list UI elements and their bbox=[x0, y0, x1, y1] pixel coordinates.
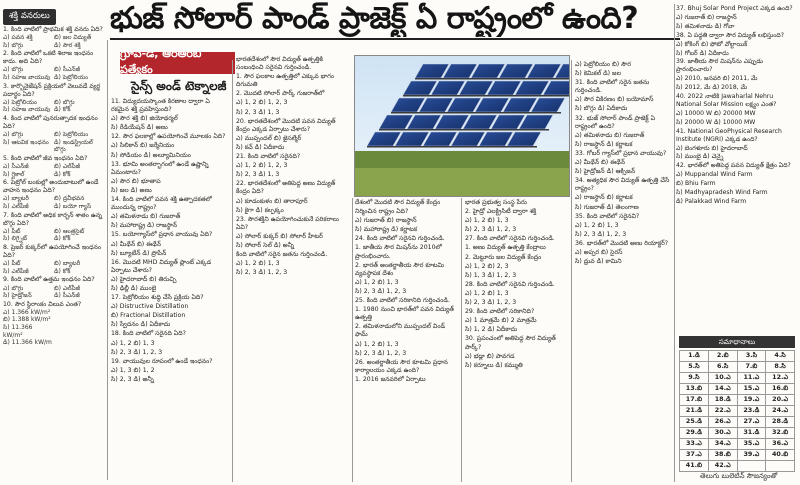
text-line: ఎ) Muppandal Wind Farm bbox=[676, 171, 753, 179]
text-line: సి) 2, 3 డి) 1, 2, 3 bbox=[575, 230, 627, 238]
text-line: బి) Fractional Distillation bbox=[111, 312, 186, 320]
text-line: సి) 2, 3 డి) 1, 2, 3 bbox=[465, 226, 517, 234]
question-text: 5. కింది వాటిలో జీవ ఇంధనం ఏది? bbox=[3, 155, 88, 162]
answer-cell: 32.బి bbox=[766, 428, 795, 439]
text-line: సి) మహారాష్ట్ర డి) రాజస్థాన్ bbox=[111, 222, 177, 230]
answer-option: ఎ) పీట్ bbox=[3, 260, 21, 268]
answer-cell: 5.సి bbox=[680, 362, 709, 373]
text-line: 42. భారత్‌లో అతిపెద్ద పవన విద్యుత్ క్షేత్రం ఏది? bbox=[676, 162, 791, 170]
text-line: సి) 2, 3 డి) 1, 2, 3 bbox=[236, 269, 288, 277]
text-line: ఎ) 1 మాత్రమే బి) 2 మాత్రమే bbox=[465, 317, 537, 325]
solar-panels-image bbox=[354, 55, 570, 197]
answer-cell: 38.బి bbox=[708, 450, 737, 461]
answer-options bbox=[3, 309, 105, 347]
panel-frame bbox=[391, 112, 561, 114]
column-divider bbox=[461, 198, 462, 482]
text-line: ఎ) సౌర బి) భూతాప bbox=[111, 177, 161, 185]
answer-option: బి) ద్రవీభవన bbox=[54, 195, 85, 203]
answer-options bbox=[3, 260, 105, 275]
answer-options bbox=[3, 66, 105, 81]
text-line: 19. వాయువుల రూపంలో ఉండే ఇంధనం? bbox=[111, 357, 213, 365]
left-question-column bbox=[3, 3, 105, 483]
text-line: 27. కింది వాటిలో సరైనవి గుర్తించండి. bbox=[465, 235, 555, 243]
text-line: సి) మహారాష్ట్ర డి) కర్ణాటక bbox=[355, 226, 418, 234]
answer-cell: 25.డి bbox=[680, 417, 709, 428]
question-text: 7. కింది వాటిలో అధిక కార్బన్ శాతం ఉన్న బొగ్గు ఏది? bbox=[3, 211, 102, 227]
answer-option: డి) సౌర శక్తి bbox=[54, 41, 81, 49]
text-line: 33. గోబర్ గ్యాస్‌లో ప్రధాన వాయువు? bbox=[575, 149, 667, 157]
answer-cell: 35.ఎ bbox=[737, 439, 766, 450]
answer-cell: 26.ఎ bbox=[708, 417, 737, 428]
text-line: 36. భారత్‌లో మొదటి అణు రియాక్టర్? bbox=[575, 239, 669, 247]
text-line: ఎ) Distructive Distillation bbox=[111, 303, 189, 311]
text-line: 22. భారతదేశంలో అతిపెద్ద అణు విద్యుత్ కేంద్రం ఏది? bbox=[236, 180, 336, 196]
text-line: 40. 2022 నాటికి Jawaharlal Nehru National Solar Mission లక్ష్యం ఎంత? bbox=[676, 93, 777, 108]
text-line: 14. కింది వాటిలో పవన శక్తి ఉత్పాదకతలో ముందున్న రాష్ట్రం? bbox=[111, 196, 212, 212]
text-line: ఎ) సౌర శక్తి బి) జియోథర్మల్ bbox=[111, 115, 178, 123]
text-line: 18. కింది వాటిలో సరైనది ఏది? bbox=[111, 330, 186, 338]
answer-option: బి) ఆంత్రసైట్ bbox=[54, 227, 85, 235]
text-line: భారతదేశంలో సౌర విద్యుత్ ఉత్పత్తికి సంబంధించి సరైనవి గుర్తించండి. bbox=[236, 56, 323, 72]
text-line: నిర్మించిన రాష్ట్రం ఏది? bbox=[355, 208, 409, 216]
question-text: 10. సౌర స్థిరాంకం విలువ ఎంత? bbox=[3, 300, 82, 308]
answers-row bbox=[680, 428, 795, 439]
middle-column-5 bbox=[575, 60, 673, 482]
question-text: 2. కింది వాటిలో ఒకటి శిలాజ ఇంధనం కాదు. అది ఏది? bbox=[3, 50, 94, 66]
text-line: 39. జాతీయ సౌర మిషన్‌ను ఎప్పుడు ప్రారంభించారు? bbox=[676, 58, 763, 74]
answers-row bbox=[680, 351, 795, 362]
text-line: 28. కింది వాటిలో సరైనవి గుర్తించండి. bbox=[465, 280, 555, 288]
answer-cell: 30.ఎ bbox=[708, 428, 737, 439]
text-line: 2. హైడ్రో ఎలక్ట్రిసిటీ ద్వారా శక్తి bbox=[465, 208, 537, 216]
text-line: 2. తమిళనాడులోని ముప్పందల్ విండ్ ఫామ్ bbox=[355, 323, 446, 339]
answer-cell: 41.బి bbox=[680, 461, 709, 472]
text-line: సి) బొగ్గు డి) ఏదీకాదు bbox=[575, 105, 628, 113]
text-line: సి) 2, 3 డి) 1, 2, 3 bbox=[355, 349, 407, 357]
text-line: సి) 1, 3 డి) 1, 2, 3 bbox=[465, 271, 517, 279]
answer-cell: 20.ఎ bbox=[766, 395, 795, 406]
text-line: ఎ) హైదరాబాద్ బి) తిరుచ్చి bbox=[111, 275, 177, 283]
text-line: 37. Bhuj Solar Pond Project ఎక్కడ ఉంది? bbox=[676, 5, 793, 12]
text-line: 26. అంతర్జాతీయ సౌర కూటమి ప్రధాన కార్యాలయం ఎక్కడ ఉంది? bbox=[355, 358, 448, 374]
headline-rule bbox=[110, 38, 680, 40]
answer-cell: 14.ఎ bbox=[708, 384, 737, 395]
question-text: 4. కింద వాటిలో పునరుత్పాదక ఇంధనం ఏది? bbox=[3, 115, 98, 131]
headline: భుజ్ సోలార్ పాండ్ ప్రాజెక్ట్ ఏ రాష్ట్రంలో ఉంది? bbox=[110, 1, 639, 36]
answer-option: ఎ) పవన శక్తి bbox=[3, 34, 33, 42]
answer-cell: 21.డి bbox=[680, 406, 709, 417]
answer-option bbox=[54, 324, 105, 339]
right-question-column bbox=[676, 4, 798, 234]
left-questions bbox=[3, 26, 105, 347]
answer-option: సి) 11.366 kW/m² bbox=[3, 323, 33, 339]
answer-cell: 23.డి bbox=[737, 406, 766, 417]
text-line: సి) రాజస్థాన్ డి) కర్ణాటక bbox=[575, 140, 633, 148]
text-line: సి) 2, 3 డి) 1, 2, 3 bbox=[355, 287, 407, 295]
text-line: ఎ) తమిళనాడు బి) గుజరాత్ bbox=[111, 213, 181, 221]
question-text: 1. కింది వాటిలో ప్రాథమిక శక్తి వనరు ఏది? bbox=[3, 26, 103, 33]
text-line: సి) బ్యూటేన్ డి) ప్రొపేన్ bbox=[111, 249, 167, 257]
answer-options bbox=[3, 228, 105, 243]
answer-option: ఎ) బ్యాటరీ bbox=[3, 195, 29, 203]
answer-option: బి) జల విద్యుత్ bbox=[54, 34, 92, 42]
column-divider bbox=[107, 40, 108, 480]
answers-heading: సమాధానాలు bbox=[679, 336, 795, 348]
answer-cell: 3.సి bbox=[737, 351, 766, 362]
text-line: 23. సౌరశక్తిని ఉపయోగించుకునే పరికరాలు ఏవి? bbox=[236, 215, 339, 231]
answer-option: డి) కోక్ bbox=[54, 170, 71, 178]
answer-cell: 29.డి bbox=[680, 428, 709, 439]
column-divider bbox=[352, 198, 353, 482]
answer-option: బి) బొగ్గు bbox=[54, 98, 75, 106]
answer-cell bbox=[766, 461, 795, 472]
answer-option: డి) బయో గ్యాస్ bbox=[54, 203, 92, 211]
text-line: సి) ముంబై డి) చెన్నై bbox=[676, 153, 724, 161]
text-line: ఎ) 1, 2 బి) 1, 3 bbox=[465, 217, 509, 225]
answer-option: ఎ) సీఎన్‌జీ bbox=[3, 163, 29, 171]
text-line: సి) కచ్ డి) ఏదీకాదు bbox=[236, 143, 285, 151]
text-line: 34. అత్యధిక సౌర విద్యుత్ ఉత్పత్తి చేసే రాష్ట్రం? bbox=[575, 177, 670, 193]
answer-option: సి) బొగ్గు bbox=[3, 41, 24, 49]
answer-options bbox=[3, 34, 105, 49]
answer-cell: 6.సి bbox=[708, 362, 737, 373]
answer-option: సి) గ్లైకాల్ bbox=[3, 170, 25, 178]
answer-option: డి) కోక్ bbox=[54, 235, 71, 243]
answer-option: బి) బ్యాటరీ bbox=[54, 260, 81, 268]
text-line: ఎ) బెంగళూరు బి) హైదరాబాద్ bbox=[676, 144, 748, 152]
text-line: డి) Palakkad Wind Farm bbox=[676, 197, 747, 205]
answer-option: సి) ఎల్‌పీజీ bbox=[3, 203, 29, 211]
text-line: 17. పెట్రోలియం శుద్ధి చేసే ప్రక్రియ ఏది? bbox=[111, 294, 204, 302]
text-line: 13. భూమి అంతర్భాగంలో ఉండే ఉష్ణాన్ని ఏమంటారు? bbox=[111, 160, 209, 176]
text-line: సి) స్వేదనం డి) ఏదీకాదు bbox=[111, 321, 171, 329]
answer-cell: 4.సి bbox=[766, 351, 795, 362]
answer-option: బి) ఎల్‌పీజీ bbox=[54, 163, 81, 171]
answer-cell: 31.డి bbox=[737, 428, 766, 439]
column-divider bbox=[232, 60, 233, 482]
text-line: ఎ) 2010, జనవరి బి) 2011, మే bbox=[676, 75, 758, 83]
answer-cell: 34.ఎ bbox=[708, 439, 737, 450]
answer-option: సి) సహజ వాయువు bbox=[3, 74, 51, 82]
text-line: 41. National GeoPhysical Research Institute (NGRI) ఎక్కడ ఉంది? bbox=[676, 127, 782, 143]
answer-cell: 15.ఎ bbox=[737, 384, 766, 395]
answer-cell: 17.బి bbox=[680, 395, 709, 406]
answer-cell: 7.బి bbox=[737, 362, 766, 373]
text-line: ఎ) 1, 2 బి) 1, 3 bbox=[236, 260, 280, 268]
text-line: ఎ) కోకింగ్ బి) ఫోటో వోల్టాయిక్ bbox=[676, 40, 748, 48]
answer-option: బి) ఎల్‌పీజీ bbox=[54, 284, 81, 292]
text-line: 1. 2016 జనవరిలో ఏర్పాటు bbox=[355, 375, 426, 383]
answer-option: ఎ) 1.366 kW/m² bbox=[3, 308, 51, 316]
answer-option: ఎ) బొగ్గు bbox=[3, 131, 24, 139]
text-line: 20. భారతదేశంలో మొదటి పవన విద్యుత్ కేంద్రం ఎక్కడ ఏర్పాటు చేశారు? bbox=[236, 117, 336, 133]
answers-row bbox=[680, 461, 795, 472]
text-line: ఎ) మీథేన్ బి) ఈథేన్ bbox=[575, 159, 626, 167]
answer-cell: 8.సి bbox=[766, 362, 795, 373]
question-text: 6. పెట్రోల్ బంకుల్లో అందుబాటులో ఉండే వాహన ఇంధనం ఏది? bbox=[3, 179, 99, 195]
middle-column-2 bbox=[236, 55, 350, 482]
text-line: 38. ఏ పద్ధతి ద్వారా సౌర విద్యుత్ లభిస్తుంది? bbox=[676, 31, 784, 39]
answer-option: బి) పెట్రోలియం bbox=[54, 131, 89, 139]
answer-option: ఎ) బొగ్గు bbox=[3, 284, 24, 292]
answers-row bbox=[680, 417, 795, 428]
answers-row bbox=[680, 395, 795, 406]
answer-options bbox=[3, 285, 105, 300]
text-line: సి) 2012, మే డి) 2018, మే bbox=[676, 84, 748, 92]
answer-option: సి) హైడ్రోజన్ bbox=[3, 292, 32, 300]
answer-options bbox=[3, 131, 105, 154]
answer-cell: 39.ఎ bbox=[737, 450, 766, 461]
middle-column-1 bbox=[111, 97, 229, 482]
text-line: సి) 2, 3 డి) 1, 3 bbox=[236, 108, 280, 116]
answer-cell: 1.డి bbox=[680, 351, 709, 362]
text-line: 35. కింది వాటిలో సరైనవి? bbox=[575, 212, 640, 220]
text-line: 2. మెట్టూరు జల విద్యుత్ కేంద్రం bbox=[465, 253, 542, 261]
panel-frame bbox=[415, 78, 569, 80]
answers-row bbox=[680, 373, 795, 384]
answer-option: డి) 11.366 kW/m bbox=[3, 339, 52, 347]
answer-option bbox=[54, 309, 105, 317]
text-line: 1. సౌర ఫలకాల ఉత్పత్తిలో ఎక్కువ భాగం దిగుమతి bbox=[236, 73, 335, 89]
question-text: 8. ప్రెజర్ కుక్కర్‌లో ఉపయోగించే ఇంధనం ఏది? bbox=[3, 244, 101, 260]
text-line: ఎ) 1, 2 బి) 1, 2, 3 bbox=[236, 99, 288, 107]
answer-option: డి) సీఎన్‌జీ bbox=[54, 292, 80, 300]
text-line: సి) జల డి) అణు bbox=[111, 186, 152, 194]
answer-options bbox=[3, 163, 105, 178]
answer-option: డి) ఇండస్ట్రియల్ బొగ్గు bbox=[54, 138, 93, 154]
panel-frame bbox=[367, 146, 537, 148]
text-line: ఎ) 1, 2 బి) 2, 3 bbox=[465, 262, 509, 270]
text-line: సి) సోడియం డి) అల్యూమినియం bbox=[111, 151, 191, 159]
text-line: దేశంలో మొదటి సౌర విద్యుత్ కేంద్రం bbox=[355, 199, 441, 206]
answer-cell: 19.ఎ bbox=[737, 395, 766, 406]
text-line: సి) Madhyapradesh Wind Farm bbox=[676, 189, 768, 197]
answer-cell: 33.ఎ bbox=[680, 439, 709, 450]
text-line: సి) 2, 3 డి) 1, 3 bbox=[236, 171, 280, 179]
answer-cell: 22.ఎ bbox=[708, 406, 737, 417]
text-line: 24. కింది వాటిలో సరైనవి గుర్తించండి. bbox=[355, 235, 445, 243]
text-line: సి) గోబర్ డి) ఏదీకాదు bbox=[676, 49, 729, 57]
answer-option: బి) 1.388 kW/m² bbox=[3, 316, 51, 324]
middle-column-3 bbox=[355, 198, 458, 482]
text-line: 32. భుజ్ సోలార్ పాండ్ ప్రాజెక్ట్ ఏ రాష్ట్రంలో ఉంది? bbox=[575, 114, 655, 130]
text-line: 29. కింది వాటిలో సరికానిది? bbox=[465, 308, 535, 316]
answer-cell: 10.ఎ bbox=[708, 373, 737, 384]
answer-option: ఎ) పీట్ bbox=[3, 227, 21, 235]
answer-cell: 13.బి bbox=[680, 384, 709, 395]
answer-cell: 2.బి bbox=[708, 351, 737, 362]
text-line: ఎ) 1, 2 బి) 1, 3 bbox=[575, 221, 619, 229]
column-divider bbox=[674, 4, 675, 482]
text-line: ఎ) 1, 3 బి) 1, 2 bbox=[111, 366, 155, 374]
text-line: సి) 2, 3 డి) 1, 2, 3 bbox=[111, 348, 163, 356]
text-line: 25. కింది వాటిలో సరికానిది గుర్తించండి. bbox=[355, 297, 450, 305]
text-line: ఎ) 1, 2 బి) 1, 3 bbox=[355, 340, 399, 348]
text-line: ఎ) 1, 2 బి) 1, 3 bbox=[465, 289, 509, 297]
section-tag: శక్తి వనరులు bbox=[3, 9, 56, 25]
text-line: ఎ) అప్సర బి) సైరస్ bbox=[575, 248, 623, 256]
text-line: సి) రేడియేషన్ డి) అణు bbox=[111, 124, 168, 132]
text-line: బి) Bhiu Farm bbox=[676, 180, 716, 188]
answer-option: ఎ) పెట్రోలియం bbox=[3, 98, 37, 106]
text-line: ఎ) గుజరాత్ బి) రాజస్థాన్ bbox=[355, 217, 417, 225]
answer-cell: 18.డి bbox=[708, 395, 737, 406]
answer-option: డి) పెట్రోలియం bbox=[54, 74, 89, 82]
answer-cell: 42.ఎ bbox=[708, 461, 737, 472]
answer-options bbox=[3, 99, 105, 114]
text-line: సి) 20000 W డి) 10000 MW bbox=[676, 118, 756, 126]
text-line: 31. కింది వాటిలో సరైన జతను గుర్తించండి. bbox=[575, 79, 650, 95]
text-line: ఎ) 1, 2 బి) 1, 2, 3 bbox=[236, 162, 288, 170]
text-line: 16. మొదటి MHD విద్యుత్ ప్లాంట్ ఎక్కడ ఏర్పాటు చేశారు? bbox=[111, 258, 212, 274]
text-line: ఎ) 1, 2 బి) 1, 3 bbox=[355, 278, 399, 286]
answer-cell: 24.ఎ bbox=[766, 406, 795, 417]
text-line: 2. మొదటి సోలార్ పార్క్ గుజరాత్‌లో bbox=[236, 90, 325, 98]
text-line: ఎ) తమిళనాడు బి) గుజరాత్ bbox=[575, 131, 645, 139]
text-line: 21. కింది వాటిలో సరైనది? bbox=[236, 153, 301, 161]
answer-cell: 28.డి bbox=[766, 417, 795, 428]
text-line: 1. అణు విద్యుత్ ఉత్పత్తి కేంద్రాలు bbox=[465, 244, 546, 252]
text-line: సి) సోలార్ సెల్ డి) అన్నీ bbox=[236, 241, 295, 249]
text-line: 15. బయోగ్యాస్‌లో ప్రధాన వాయువు ఏది? bbox=[111, 231, 213, 239]
answer-option: సి) ఎల్‌పీజీ bbox=[3, 267, 29, 275]
answer-cell: 16.బి bbox=[766, 384, 795, 395]
text-line: సి) 2, 3 డి) 1, 2, 3 bbox=[465, 299, 517, 307]
text-line: ఎ) పెట్రోలియం బి) సౌర bbox=[575, 61, 632, 68]
answer-cell: 11.ఎ bbox=[737, 373, 766, 384]
panel-frame bbox=[379, 129, 549, 131]
answer-cell: 40.బి bbox=[766, 450, 795, 461]
answer-cell: 9.సి bbox=[680, 373, 709, 384]
text-line: భారత ప్రభుత్వ సంస్థ పేరు bbox=[465, 199, 527, 206]
text-line: సి) ధ్రువ డి) కామిని bbox=[575, 258, 622, 266]
answers-row bbox=[680, 384, 795, 395]
text-line: సి) కెమికల్ డి) జల bbox=[575, 70, 621, 78]
text-line: సి) కర్నూలు డి) కమ్ముతి bbox=[465, 361, 523, 369]
answer-option: సి) ఆటవిక ఇంధనం bbox=[3, 138, 49, 146]
text-line: ఎ) సిలికాన్ బి) జర్మేనియం bbox=[111, 142, 175, 150]
text-line: సి) 1, 2 డి) ఏదీకాదు bbox=[465, 326, 518, 334]
text-line: ఎ) 1, 2 బి) 1, 3 bbox=[111, 339, 155, 347]
text-line: సి) ఢిల్లీ డి) ముంబై bbox=[111, 284, 157, 292]
answer-cell: 37.ఎ bbox=[680, 450, 709, 461]
panel-frame bbox=[403, 95, 569, 97]
text-line: 12. సౌర ఫలకాల్లో ఉపయోగించే మూలకం ఏది? bbox=[111, 133, 226, 141]
text-line: 1. 1980 నుంచి భారత్‌లో పవన విద్యుత్ ఉత్పత్తి bbox=[355, 306, 454, 322]
text-line: ఎ) గుజరాత్ బి) రాజస్థాన్ bbox=[676, 13, 737, 21]
text-line: సి) తమిళనాడు డి) గోవా bbox=[676, 22, 735, 30]
middle-column-4 bbox=[465, 198, 568, 482]
answer-option: బి) సీఎన్‌జీ bbox=[54, 66, 80, 74]
answer-options bbox=[3, 195, 105, 210]
text-line: ఎ) సోలార్ కుక్కర్ బి) సోలార్ హీటర్ bbox=[236, 232, 323, 240]
answer-option bbox=[54, 316, 105, 324]
text-line: సి) గుజరాత్ డి) తెలంగాణ bbox=[575, 203, 639, 211]
column-divider bbox=[571, 60, 572, 482]
answer-option: డి) కోక్ bbox=[54, 267, 71, 275]
text-line: 2. భారత్ అంతర్జాతీయ సౌర కూటమి వ్యవస్థాపక దేశం bbox=[355, 261, 445, 277]
text-line: ఎ) కూడంకుళం బి) తారాపూర్ bbox=[236, 197, 308, 205]
answer-cell: 12.ఎ bbox=[766, 373, 795, 384]
text-line: 30. ప్రపంచంలో అతిపెద్ద సౌర విద్యుత్ పార్క్? bbox=[465, 335, 556, 351]
question-text: 3. కార్బొనైజేషన్ ప్రక్రియలో వెలువడే వ్యర్థ పదార్థం ఏది? bbox=[3, 82, 101, 98]
answers-row bbox=[680, 362, 795, 373]
credit-footer: తెలుగు బులెటిన్ సౌజన్యంతో bbox=[700, 472, 778, 480]
answers-row bbox=[680, 450, 795, 461]
text-line: ఎ) మీథేన్ బి) ఈథేన్ bbox=[111, 240, 162, 248]
answers-table bbox=[679, 350, 795, 472]
answer-cell: 36.ఎ bbox=[766, 439, 795, 450]
answer-option: డి) కోక్ bbox=[54, 106, 71, 114]
answer-option: ఎ) బొగ్గు bbox=[3, 66, 24, 74]
text-line: సి) 2, 3 డి) అన్నీ bbox=[111, 375, 154, 383]
question-text: 9. కింది వాటిలో ఉత్తమ ఇంధనం ఏది? bbox=[3, 276, 95, 284]
text-line: ఎ) 10000 W బి) 20000 MW bbox=[676, 109, 756, 117]
exam-banner: గ్రూప్-డి, ఆర్ఆర్‌బీ ప్రత్యేకం bbox=[120, 52, 235, 74]
answers-row bbox=[680, 439, 795, 450]
text-line: 1. జాతీయ సౌర మిషన్‌ను 2010లో ప్రారంభించారు. bbox=[355, 244, 442, 260]
text-line: సి) కైగా డి) కల్పక్కం bbox=[236, 206, 284, 214]
answer-option: సి) లిగ్నైట్ bbox=[3, 235, 28, 243]
text-line: ఎ) సౌర వికిరణం బి) బయోమాస్ bbox=[575, 96, 654, 104]
answer-cell bbox=[737, 461, 766, 472]
answer-option bbox=[54, 339, 105, 347]
answers-row bbox=[680, 406, 795, 417]
subject-subtitle: సైన్స్ అండ్ టెక్నాలజీ bbox=[131, 79, 227, 93]
text-line: ఎ) ముప్పందల్ బి) జైసల్మేర్ bbox=[236, 134, 302, 142]
text-line: కింది వాటిలో సరైన జతను గుర్తించండి. bbox=[236, 251, 328, 259]
text-line: ఎ) భడ్లా బి) పావగడ bbox=[465, 352, 515, 360]
text-line: ఎ) రాజస్థాన్ బి) కర్ణాటక bbox=[575, 194, 633, 202]
text-line: సి) హైడ్రోజన్ డి) ఆక్సిజన్ bbox=[575, 168, 636, 176]
text-line: 11. విద్యుదయస్కాంత కిరణాల ద్వారా ఏ రకమైన శక్తి ప్రవహిస్తుంది? bbox=[111, 98, 210, 114]
answer-cell: 27.ఎ bbox=[737, 417, 766, 428]
answer-option: సి) సహజ వాయువు bbox=[3, 106, 51, 114]
